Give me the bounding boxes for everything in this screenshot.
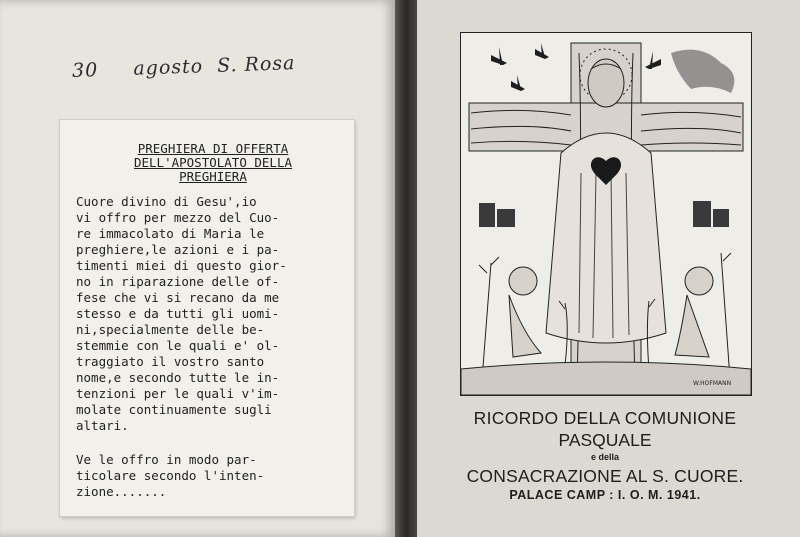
handwritten-date-note: 30 agosto S. Rosa [71,52,296,82]
left-page [0,0,395,537]
caption-line-2: PASQUALE [558,430,652,450]
caption-line-5: PALACE CAMP : I. O. M. 1941. [509,488,701,502]
caption-line-3: e della [590,452,619,462]
prayer-body: Cuore divino di Gesu',io vi offro per mezzo del Cuo- re immacolato di Maria le preghiere,le azioni e i pa- timenti miei di questo gior- no in riparazione delle of- fese che vi si recano da me stesso e da tutti gli uomi- ni,specialmente delle be- stemmie con le quali e' ol- traggiato il vostro santo nome,e secondo tutte le in- tenzioni per le quali v'im- molate continuamente sugli altari. [76,194,287,433]
prayer-title: PREGHIERA DI OFFERTA DELL'APOSTOLATO DELLA PREGHIERA [133,141,293,184]
book-gutter [395,0,417,537]
artist-signature: W.HOFMANN [693,380,732,387]
caption-line-4: CONSACRAZIONE AL S. CUORE. [466,466,744,486]
devotional-illustration [460,32,752,396]
prayer-card [60,120,354,516]
caption-line-1: RICORDO DELLA COMUNIONE [473,408,737,428]
prayer-closing: Ve le offro in modo par- ticolare secondo l'inten- zione....... [76,452,265,499]
sacred-heart-christ-icon [461,33,751,395]
